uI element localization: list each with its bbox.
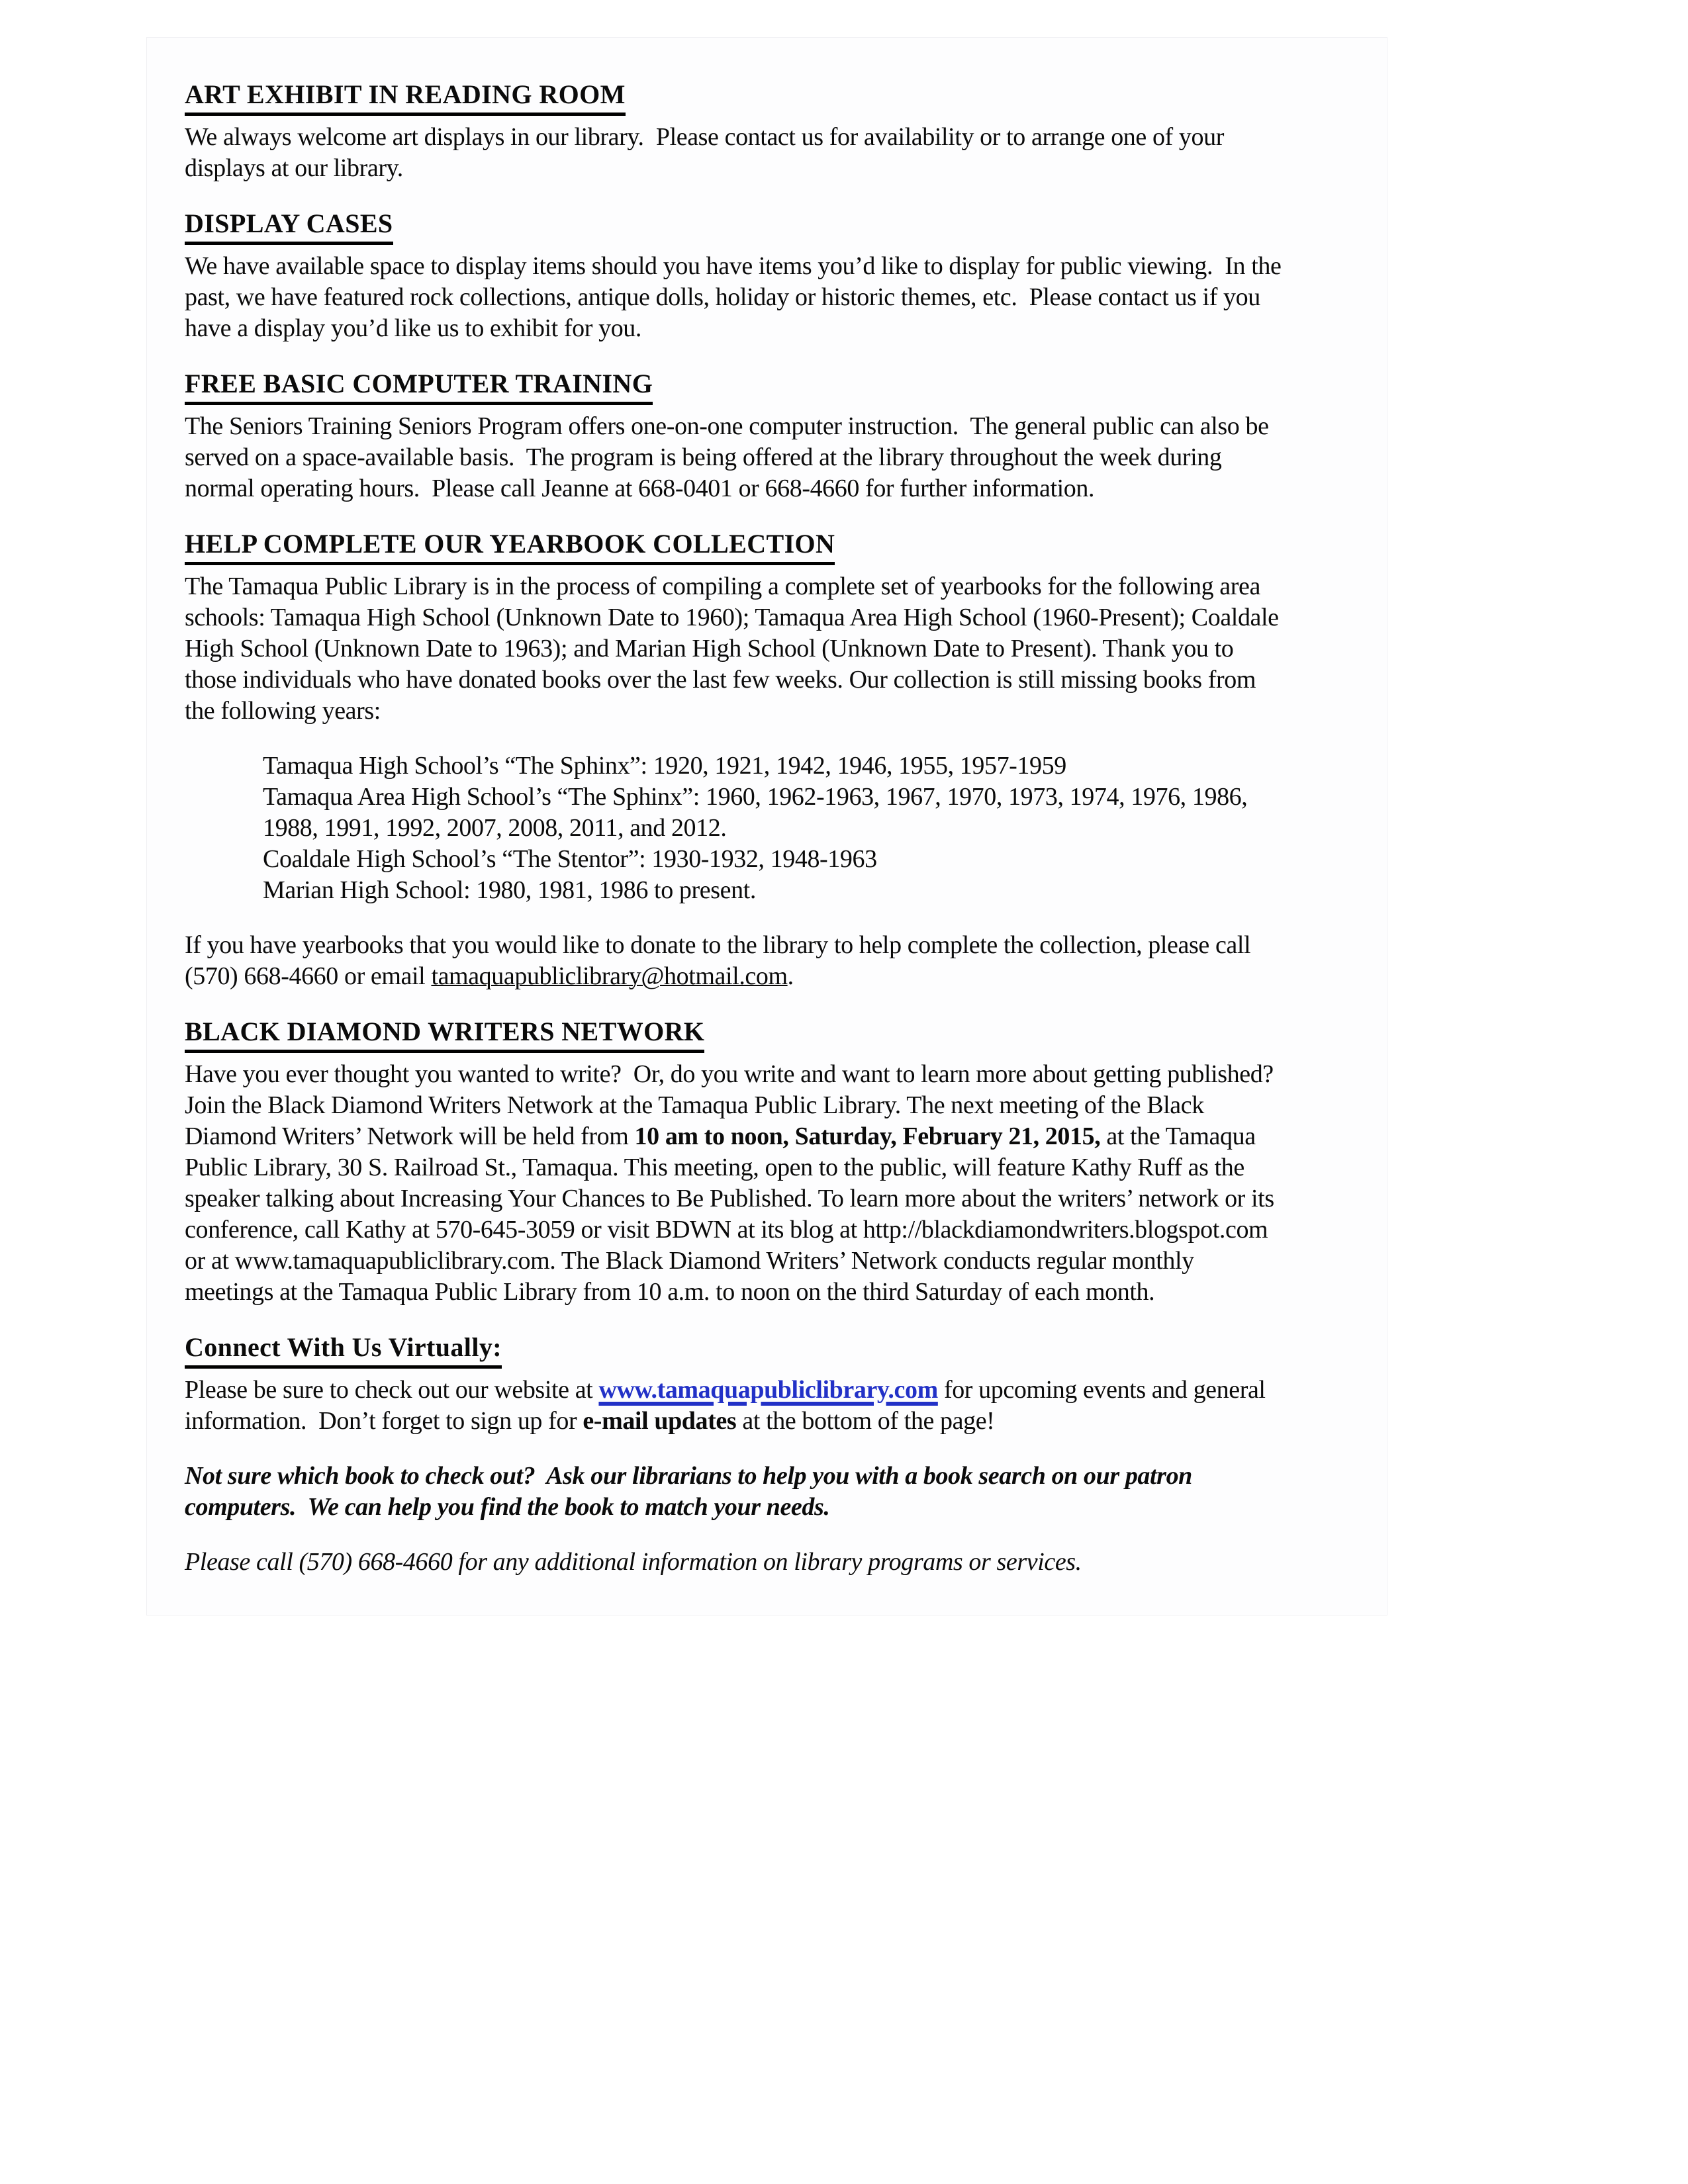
text-run: Have you ever thought you wanted to write? Or, do you write and want to learn more about getting published? — [185, 1060, 1274, 1088]
section-heading: FREE BASIC COMPUTER TRAINING — [185, 368, 653, 405]
section-heading-row — [185, 528, 1367, 566]
text-run: schools: Tamaqua High School (Unknown Date to 1960); Tamaqua Area High School (1960-Present); Coaldale — [185, 604, 1279, 631]
text-run: speaker talking about Increasing Your Chances to Be Published. To learn more about the writers’ network or its — [185, 1185, 1274, 1212]
website-link[interactable]: www.tamaquapubliclibrary.com — [598, 1376, 938, 1404]
text-run: We always welcome art displays in our library. Please contact us for availability or to arrange one of your — [185, 123, 1224, 151]
text-run: conference, call Kathy at 570-645-3059 or visit BDWN at its blog at http://blackdiamondwriters.blogspot.com — [185, 1216, 1268, 1244]
email-link[interactable]: tamaquapubliclibrary@hotmail.com — [431, 962, 788, 990]
paragraph-line — [185, 153, 1367, 184]
book-search-note — [185, 1461, 1367, 1523]
text-run: normal operating hours. Please call Jeanne at 668-0401 or 668-4660 for further information. — [185, 475, 1095, 502]
paragraph-line — [185, 251, 1367, 282]
section-heading-row — [185, 208, 1367, 246]
section-computer-training — [185, 368, 1367, 504]
document-page — [146, 37, 1387, 1615]
paragraph-line — [185, 664, 1367, 696]
section-heading: BLACK DIAMOND WRITERS NETWORK — [185, 1016, 704, 1053]
paragraph-line — [185, 961, 1367, 992]
paragraph-line — [185, 1059, 1367, 1090]
paragraph-line — [185, 1121, 1367, 1152]
text-run: Join the Black Diamond Writers Network at the Tamaqua Public Library. The next meeting of the Black — [185, 1091, 1204, 1119]
contact-note — [185, 1547, 1367, 1578]
text-run: The Seniors Training Seniors Program offers one-on-one computer instruction. The general public can also be — [185, 412, 1269, 440]
paragraph-line — [185, 411, 1367, 442]
text-run: . — [787, 962, 794, 990]
paragraph-line — [185, 1246, 1367, 1277]
text-run: Coaldale High School’s “The Stentor”: 1930-1932, 1948-1963 — [263, 845, 877, 873]
text-run: served on a space-available basis. The program is being offered at the library throughout the week during — [185, 443, 1222, 471]
section-display-cases — [185, 208, 1367, 344]
text-run: Please be sure to check out our website at — [185, 1376, 599, 1404]
text-run: past, we have featured rock collections, antique dolls, holiday or historic themes, etc. Please contact us if you — [185, 283, 1260, 311]
section-heading: DISPLAY CASES — [185, 208, 393, 245]
text-run: If you have yearbooks that you would like to donate to the library to help complete the collection, please call — [185, 931, 1251, 959]
paragraph-line — [185, 782, 1367, 813]
paragraph-line — [185, 571, 1367, 602]
text-run: at the Tamaqua — [1100, 1122, 1256, 1150]
section-heading-row — [185, 368, 1367, 406]
text-run: (570) 668-4660 or email — [185, 962, 432, 990]
section-heading: ART EXHIBIT IN READING ROOM — [185, 79, 626, 116]
text-run: The Tamaqua Public Library is in the process of compiling a complete set of yearbooks for the following area — [185, 572, 1260, 600]
paragraph-line — [185, 751, 1367, 782]
text-run: Public Library, 30 S. Railroad St., Tamaqua. This meeting, open to the public, will feature Kathy Ruff as the — [185, 1154, 1244, 1181]
text-run: the following years: — [185, 697, 381, 725]
section-heading: Connect With Us Virtually: — [185, 1332, 502, 1369]
text-run: Tamaqua Area High School’s “The Sphinx”: 1960, 1962-1963, 1967, 1970, 1973, 1974, 1976, 1986, — [263, 783, 1248, 811]
text-run: information. Don’t forget to sign up for — [185, 1407, 583, 1435]
paragraph-line — [185, 473, 1367, 504]
text-run: High School (Unknown Date to 1963); and Marian High School (Unknown Date to Present). Thank you to — [185, 635, 1234, 662]
section-heading-row — [185, 1016, 1367, 1054]
paragraph-line — [185, 1152, 1367, 1183]
paragraph-line — [185, 1461, 1367, 1492]
section-heading-row — [185, 79, 1367, 116]
text-run: Not sure which book to check out? Ask our librarians to help you with a book search on our patron — [185, 1462, 1192, 1490]
paragraph-line — [185, 1492, 1367, 1523]
text-run: at the bottom of the page! — [736, 1407, 995, 1435]
section-connect-virtually — [185, 1332, 1367, 1437]
paragraph-line — [185, 930, 1367, 961]
paragraph-line — [185, 1090, 1367, 1121]
yearbook-missing-list — [185, 751, 1367, 906]
text-run: displays at our library. — [185, 154, 403, 182]
text-run: those individuals who have donated books over the last few weeks. Our collection is still missing books from — [185, 666, 1256, 694]
section-yearbook-collection — [185, 528, 1367, 727]
paragraph-line — [185, 844, 1367, 875]
section-heading: HELP COMPLETE OUR YEARBOOK COLLECTION — [185, 528, 835, 565]
paragraph-line — [185, 602, 1367, 633]
text-run: for upcoming events and general — [937, 1376, 1266, 1404]
yearbook-donate-note — [185, 930, 1367, 992]
paragraph-line — [185, 122, 1367, 153]
section-heading-row — [185, 1332, 1367, 1369]
paragraph-line — [185, 1277, 1367, 1308]
text-run: Please call (570) 668-4660 for any additional information on library programs or services. — [185, 1548, 1082, 1576]
text-run: Diamond Writers’ Network will be held from — [185, 1122, 635, 1150]
text-run: Tamaqua High School’s “The Sphinx”: 1920, 1921, 1942, 1946, 1955, 1957-1959 — [263, 752, 1066, 780]
text-run: 10 am to noon, Saturday, February 21, 2015, — [634, 1122, 1101, 1150]
section-writers-network — [185, 1016, 1367, 1308]
paragraph-line — [185, 442, 1367, 473]
paragraph-line — [185, 633, 1367, 664]
paragraph-line — [185, 1214, 1367, 1246]
paragraph-line — [185, 875, 1367, 906]
text-run: computers. We can help you find the book to match your needs. — [185, 1493, 830, 1521]
text-run: Marian High School: 1980, 1981, 1986 to present. — [263, 876, 756, 904]
paragraph-line — [185, 1375, 1367, 1406]
paragraph-line — [185, 1406, 1367, 1437]
paragraph-line — [185, 282, 1367, 313]
paragraph-line — [185, 1183, 1367, 1214]
paragraph-line — [185, 313, 1367, 344]
text-run: 1988, 1991, 1992, 2007, 2008, 2011, and 2012. — [263, 814, 727, 842]
text-run: e-mail updates — [583, 1407, 737, 1435]
paragraph-line — [185, 813, 1367, 844]
text-run: We have available space to display items should you have items you’d like to display for public viewing. In the — [185, 252, 1282, 280]
paragraph-line — [185, 696, 1367, 727]
section-art-exhibit — [185, 79, 1367, 184]
paragraph-line — [185, 1547, 1367, 1578]
text-run: have a display you’d like us to exhibit for you. — [185, 314, 641, 342]
text-run: meetings at the Tamaqua Public Library from 10 a.m. to noon on the third Saturday of each month. — [185, 1278, 1155, 1306]
text-run: or at www.tamaquapubliclibrary.com. The Black Diamond Writers’ Network conducts regular monthly — [185, 1247, 1194, 1275]
